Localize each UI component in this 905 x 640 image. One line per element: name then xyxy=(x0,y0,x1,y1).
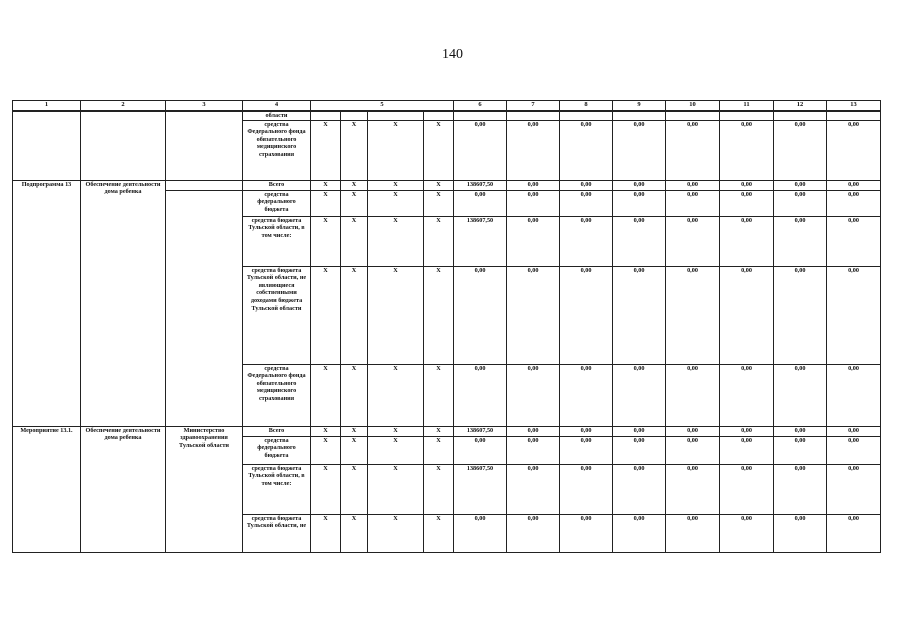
x-mark: X xyxy=(424,190,454,216)
measure-title: Обеспечение деятельности дома ребенка xyxy=(81,426,166,552)
value-cell: 0,00 xyxy=(666,266,720,364)
value-cell: 0,00 xyxy=(720,364,774,426)
value-cell: 0,00 xyxy=(613,436,666,464)
value-cell: 138607,50 xyxy=(454,464,507,514)
value-cell: 0,00 xyxy=(613,216,666,266)
value-cell xyxy=(560,111,613,120)
value-cell: 0,00 xyxy=(507,190,560,216)
value-cell: 0,00 xyxy=(774,436,827,464)
table-row xyxy=(13,426,881,436)
value-cell: 0,00 xyxy=(827,216,881,266)
value-cell: 0,00 xyxy=(666,364,720,426)
header-cell: 7 xyxy=(507,101,560,112)
value-cell: 0,00 xyxy=(720,216,774,266)
value-cell: 138607,50 xyxy=(454,426,507,436)
measure-name: Мероприятие 13.1. xyxy=(13,426,81,552)
value-cell: 0,00 xyxy=(666,514,720,552)
value-cell: 0,00 xyxy=(507,436,560,464)
x-mark: X xyxy=(424,364,454,426)
header-cell: 8 xyxy=(560,101,613,112)
x-mark: X xyxy=(341,364,368,426)
value-cell: 0,00 xyxy=(507,364,560,426)
x-mark: X xyxy=(311,190,341,216)
x-mark: X xyxy=(368,464,424,514)
value-cell: 0,00 xyxy=(560,436,613,464)
value-cell: 0,00 xyxy=(613,426,666,436)
value-cell: 0,00 xyxy=(666,180,720,190)
value-cell xyxy=(613,111,666,120)
x-mark: X xyxy=(341,464,368,514)
value-cell: 0,00 xyxy=(560,120,613,180)
value-cell: 0,00 xyxy=(507,266,560,364)
value-cell: 0,00 xyxy=(827,514,881,552)
subprogram-executor xyxy=(166,180,243,190)
value-cell: 0,00 xyxy=(613,266,666,364)
value-cell: 0,00 xyxy=(774,216,827,266)
header-cell: 3 xyxy=(166,101,243,112)
value-cell: 0,00 xyxy=(613,514,666,552)
value-cell: 0,00 xyxy=(666,190,720,216)
x-mark: X xyxy=(341,120,368,180)
value-cell: 0,00 xyxy=(560,180,613,190)
header-cell: 12 xyxy=(774,101,827,112)
value-cell: 0,00 xyxy=(774,364,827,426)
value-cell: 0,00 xyxy=(613,190,666,216)
x-mark xyxy=(424,111,454,120)
value-cell: 0,00 xyxy=(454,266,507,364)
value-cell: 0,00 xyxy=(774,266,827,364)
value-cell: 0,00 xyxy=(454,436,507,464)
value-cell: 0,00 xyxy=(720,514,774,552)
value-cell: 0,00 xyxy=(507,180,560,190)
value-cell: 0,00 xyxy=(507,120,560,180)
x-mark: X xyxy=(424,266,454,364)
value-cell: 0,00 xyxy=(666,436,720,464)
col1-cell xyxy=(13,111,81,180)
x-mark: X xyxy=(311,266,341,364)
x-mark: X xyxy=(341,190,368,216)
x-mark xyxy=(341,111,368,120)
value-cell: 0,00 xyxy=(507,514,560,552)
value-cell: 0,00 xyxy=(454,364,507,426)
value-cell: 0,00 xyxy=(560,464,613,514)
value-cell xyxy=(507,111,560,120)
value-cell: 0,00 xyxy=(666,216,720,266)
funding-source: Всего xyxy=(243,180,311,190)
value-cell xyxy=(454,111,507,120)
value-cell: 0,00 xyxy=(827,190,881,216)
x-mark: X xyxy=(341,216,368,266)
x-mark: X xyxy=(341,180,368,190)
value-cell: 0,00 xyxy=(666,464,720,514)
x-mark: X xyxy=(311,514,341,552)
value-cell: 0,00 xyxy=(774,120,827,180)
value-cell: 138607,50 xyxy=(454,216,507,266)
value-cell: 0,00 xyxy=(507,216,560,266)
x-mark: X xyxy=(424,180,454,190)
value-cell: 0,00 xyxy=(666,120,720,180)
value-cell: 0,00 xyxy=(454,190,507,216)
x-mark: X xyxy=(368,364,424,426)
x-mark: X xyxy=(368,426,424,436)
value-cell: 0,00 xyxy=(613,180,666,190)
value-cell xyxy=(774,111,827,120)
funding-source: средства бюджета Тульской области, не xyxy=(243,514,311,552)
x-mark: X xyxy=(311,426,341,436)
value-cell: 0,00 xyxy=(507,464,560,514)
funding-source: Всего xyxy=(243,426,311,436)
funding-source: области xyxy=(243,111,311,120)
budget-table xyxy=(12,100,881,553)
x-mark: X xyxy=(368,120,424,180)
value-cell: 0,00 xyxy=(827,120,881,180)
header-row xyxy=(13,101,881,112)
x-mark xyxy=(368,111,424,120)
col2-cell xyxy=(81,111,166,180)
value-cell: 0,00 xyxy=(720,190,774,216)
value-cell: 0,00 xyxy=(454,514,507,552)
value-cell: 0,00 xyxy=(666,426,720,436)
x-mark: X xyxy=(311,364,341,426)
x-mark: X xyxy=(368,180,424,190)
value-cell: 0,00 xyxy=(613,120,666,180)
value-cell: 0,00 xyxy=(827,180,881,190)
header-cell: 4 xyxy=(243,101,311,112)
table-row xyxy=(13,111,881,120)
value-cell xyxy=(720,111,774,120)
value-cell: 0,00 xyxy=(720,436,774,464)
header-cell: 1 xyxy=(13,101,81,112)
x-mark: X xyxy=(424,426,454,436)
value-cell: 0,00 xyxy=(827,266,881,364)
x-mark: X xyxy=(424,464,454,514)
x-mark: X xyxy=(311,436,341,464)
x-mark: X xyxy=(341,514,368,552)
value-cell: 0,00 xyxy=(560,364,613,426)
x-mark: X xyxy=(311,120,341,180)
value-cell: 0,00 xyxy=(720,426,774,436)
value-cell: 0,00 xyxy=(827,426,881,436)
value-cell: 0,00 xyxy=(827,436,881,464)
funding-source: средства бюджета Тульской области, в том числе: xyxy=(243,464,311,514)
table-row xyxy=(13,180,881,190)
value-cell: 0,00 xyxy=(774,514,827,552)
x-mark: X xyxy=(424,436,454,464)
x-mark: X xyxy=(424,120,454,180)
value-cell: 0,00 xyxy=(560,190,613,216)
value-cell: 0,00 xyxy=(613,464,666,514)
value-cell: 0,00 xyxy=(774,190,827,216)
col3-cell xyxy=(166,111,243,180)
x-mark: X xyxy=(341,426,368,436)
header-cell: 10 xyxy=(666,101,720,112)
x-mark: X xyxy=(341,266,368,364)
measure-executor: Министерство здравоохранения Тульской области xyxy=(166,426,243,552)
value-cell: 138607,50 xyxy=(454,180,507,190)
subprogram-executor-cont xyxy=(166,190,243,426)
value-cell: 0,00 xyxy=(774,426,827,436)
funding-source: средства федерального бюджета xyxy=(243,190,311,216)
funding-source: средства Федерального фонда обязательного медицинского страхования xyxy=(243,120,311,180)
x-mark xyxy=(311,111,341,120)
value-cell: 0,00 xyxy=(507,426,560,436)
funding-source: средства бюджета Тульской области, не являющиеся собственными доходами бюджета Тульской области xyxy=(243,266,311,364)
x-mark: X xyxy=(341,436,368,464)
x-mark: X xyxy=(311,216,341,266)
value-cell: 0,00 xyxy=(454,120,507,180)
header-cell: 9 xyxy=(613,101,666,112)
value-cell: 0,00 xyxy=(560,426,613,436)
value-cell: 0,00 xyxy=(720,180,774,190)
value-cell: 0,00 xyxy=(720,266,774,364)
header-cell: 5 xyxy=(311,101,454,112)
header-cell: 13 xyxy=(827,101,881,112)
value-cell: 0,00 xyxy=(560,216,613,266)
header-cell: 6 xyxy=(454,101,507,112)
x-mark: X xyxy=(368,190,424,216)
value-cell: 0,00 xyxy=(720,120,774,180)
value-cell: 0,00 xyxy=(774,464,827,514)
header-cell: 11 xyxy=(720,101,774,112)
funding-source: средства Федерального фонда обязательного медицинского страхования xyxy=(243,364,311,426)
value-cell: 0,00 xyxy=(774,180,827,190)
value-cell: 0,00 xyxy=(613,364,666,426)
value-cell: 0,00 xyxy=(720,464,774,514)
value-cell: 0,00 xyxy=(560,266,613,364)
x-mark: X xyxy=(311,180,341,190)
value-cell: 0,00 xyxy=(827,364,881,426)
value-cell: 0,00 xyxy=(827,464,881,514)
x-mark: X xyxy=(368,436,424,464)
x-mark: X xyxy=(368,514,424,552)
x-mark: X xyxy=(368,216,424,266)
value-cell xyxy=(827,111,881,120)
funding-source: средства федерального бюджета xyxy=(243,436,311,464)
x-mark: X xyxy=(424,514,454,552)
header-cell: 2 xyxy=(81,101,166,112)
value-cell: 0,00 xyxy=(560,514,613,552)
x-mark: X xyxy=(368,266,424,364)
subprogram-name: Подпрограмма 13 xyxy=(13,180,81,426)
x-mark: X xyxy=(311,464,341,514)
page-number: 140 xyxy=(442,47,463,62)
value-cell xyxy=(666,111,720,120)
x-mark: X xyxy=(424,216,454,266)
subprogram-title: Обеспечение деятельности дома ребенка xyxy=(81,180,166,426)
funding-source: средства бюджета Тульской области, в том числе: xyxy=(243,216,311,266)
